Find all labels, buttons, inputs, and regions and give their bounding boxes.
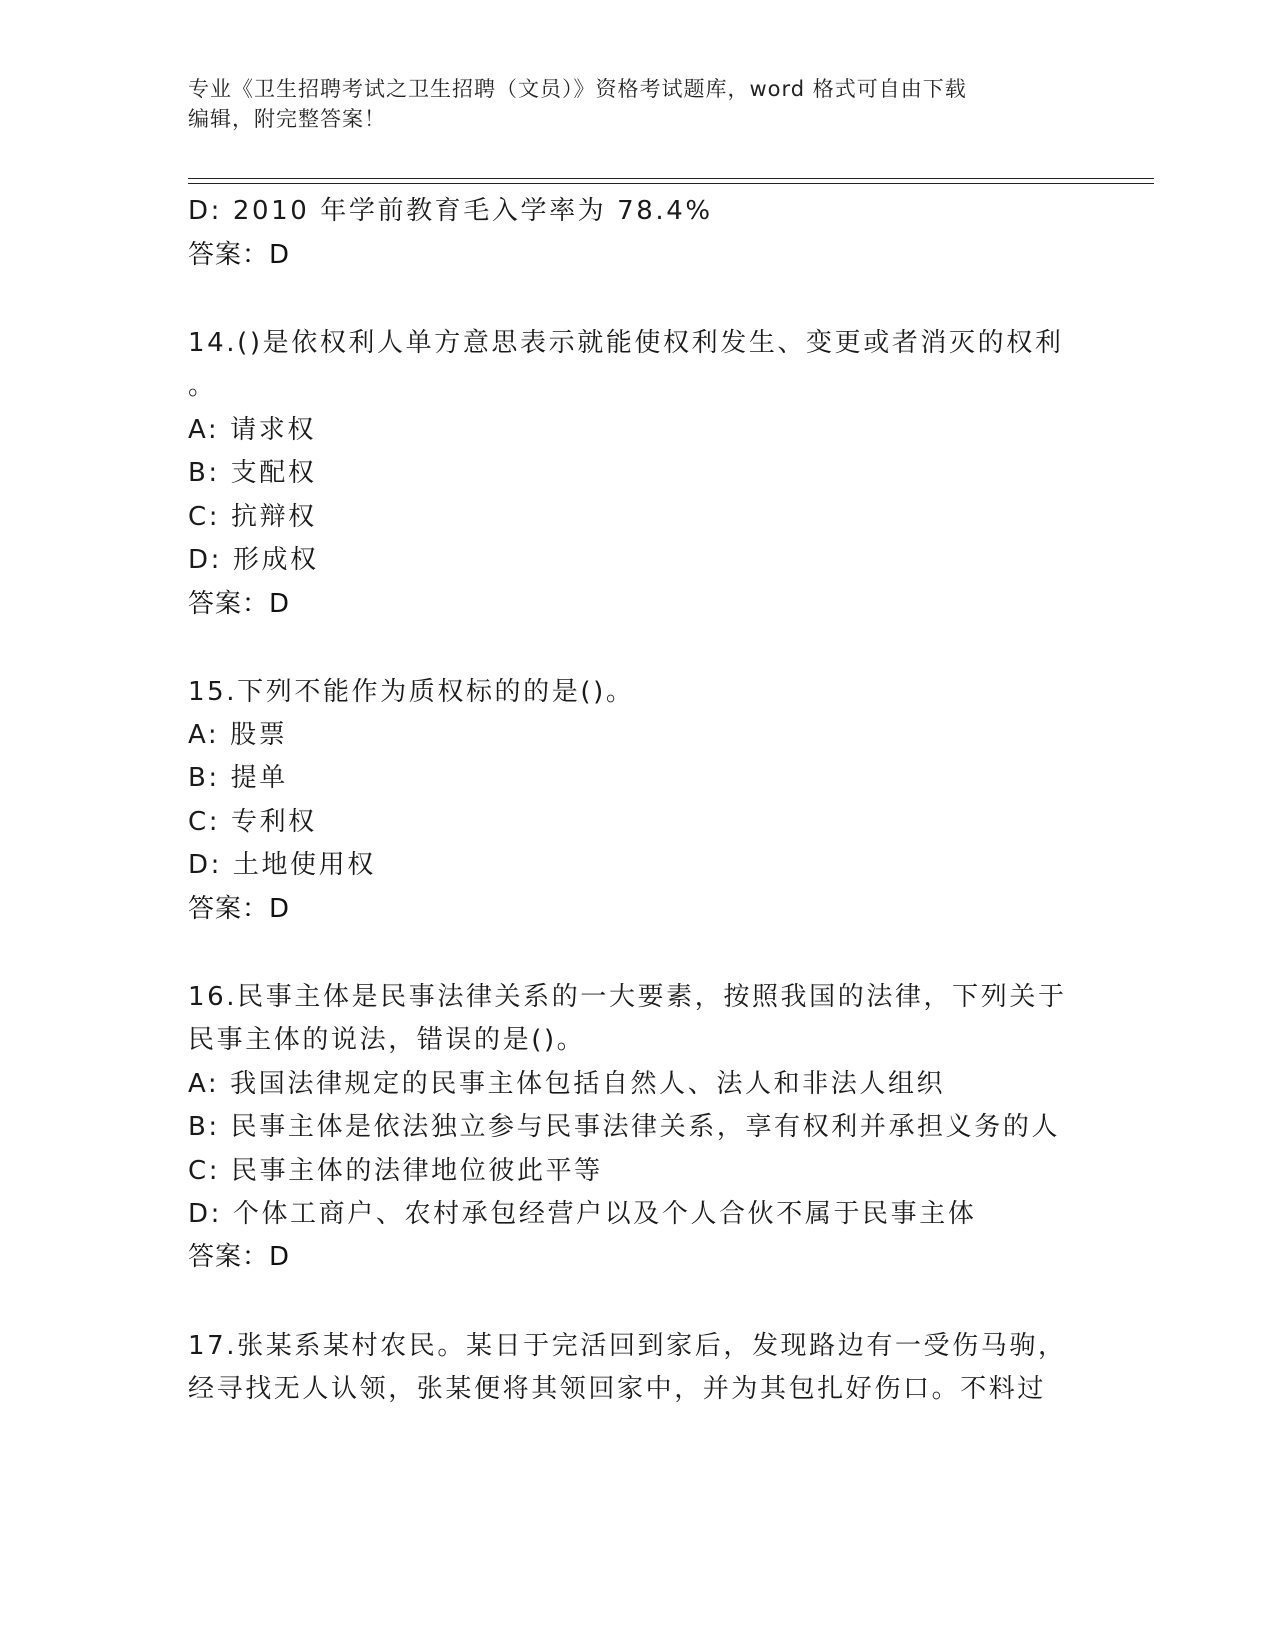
q15-answer: 答案：D xyxy=(188,894,291,924)
q14-option-d: D: 形成权 xyxy=(188,545,319,575)
q14-option-a: A: 请求权 xyxy=(188,415,316,445)
q16-stem-line-1: 16.民事主体是民事法律关系的一大要素，按照我国的法律，下列关于 xyxy=(188,982,1067,1012)
header-line-2: 编辑，附完整答案！ xyxy=(188,107,386,131)
q17-stem-line-1: 17.张某系某村农民。某日于完活回到家后，发现路边有一受伤马驹， xyxy=(188,1331,1067,1361)
q15-option-c: C: 专利权 xyxy=(188,807,317,837)
q14-option-c: C: 抗辩权 xyxy=(188,502,317,532)
header-rule-top xyxy=(188,178,1154,179)
q15-option-a: A: 股票 xyxy=(188,720,288,750)
q15-option-d: D: 土地使用权 xyxy=(188,850,376,880)
q16-option-d: D: 个体工商户、农村承包经营户以及个人合伙不属于民事主体 xyxy=(188,1199,977,1229)
prev-option-d: D: 2010 年学前教育毛入学率为 78.4% xyxy=(188,196,713,226)
q16-answer: 答案：D xyxy=(188,1242,291,1272)
q14-answer: 答案：D xyxy=(188,589,291,619)
q15-option-b: B: 提单 xyxy=(188,763,288,793)
q16-stem-line-2: 民事主体的说法，错误的是()。 xyxy=(188,1025,586,1055)
q14-option-b: B: 支配权 xyxy=(188,458,317,488)
q15-stem-line-1: 15.下列不能作为质权标的的是()。 xyxy=(188,677,635,707)
q14-stem-line-2: 。 xyxy=(188,371,217,401)
q17-stem-line-2: 经寻找无人认领，张某便将其领回家中，并为其包扎好伤口。不料过 xyxy=(188,1374,1047,1404)
q16-option-b: B: 民事主体是依法独立参与民事法律关系，享有权利并承担义务的人 xyxy=(188,1112,1061,1142)
q16-option-a: A: 我国法律规定的民事主体包括自然人、法人和非法人组织 xyxy=(188,1069,946,1099)
prev-answer: 答案：D xyxy=(188,240,291,270)
header-line-1: 专业《卫生招聘考试之卫生招聘（文员）》资格考试题库，word 格式可自由下载 xyxy=(188,77,967,101)
q14-stem-line-1: 14.()是依权利人单方意思表示就能使权利发生、变更或者消灭的权利 xyxy=(188,328,1064,358)
q16-option-c: C: 民事主体的法律地位彼此平等 xyxy=(188,1156,603,1186)
document-header xyxy=(188,74,1088,134)
header-rule-bottom xyxy=(188,183,1154,184)
